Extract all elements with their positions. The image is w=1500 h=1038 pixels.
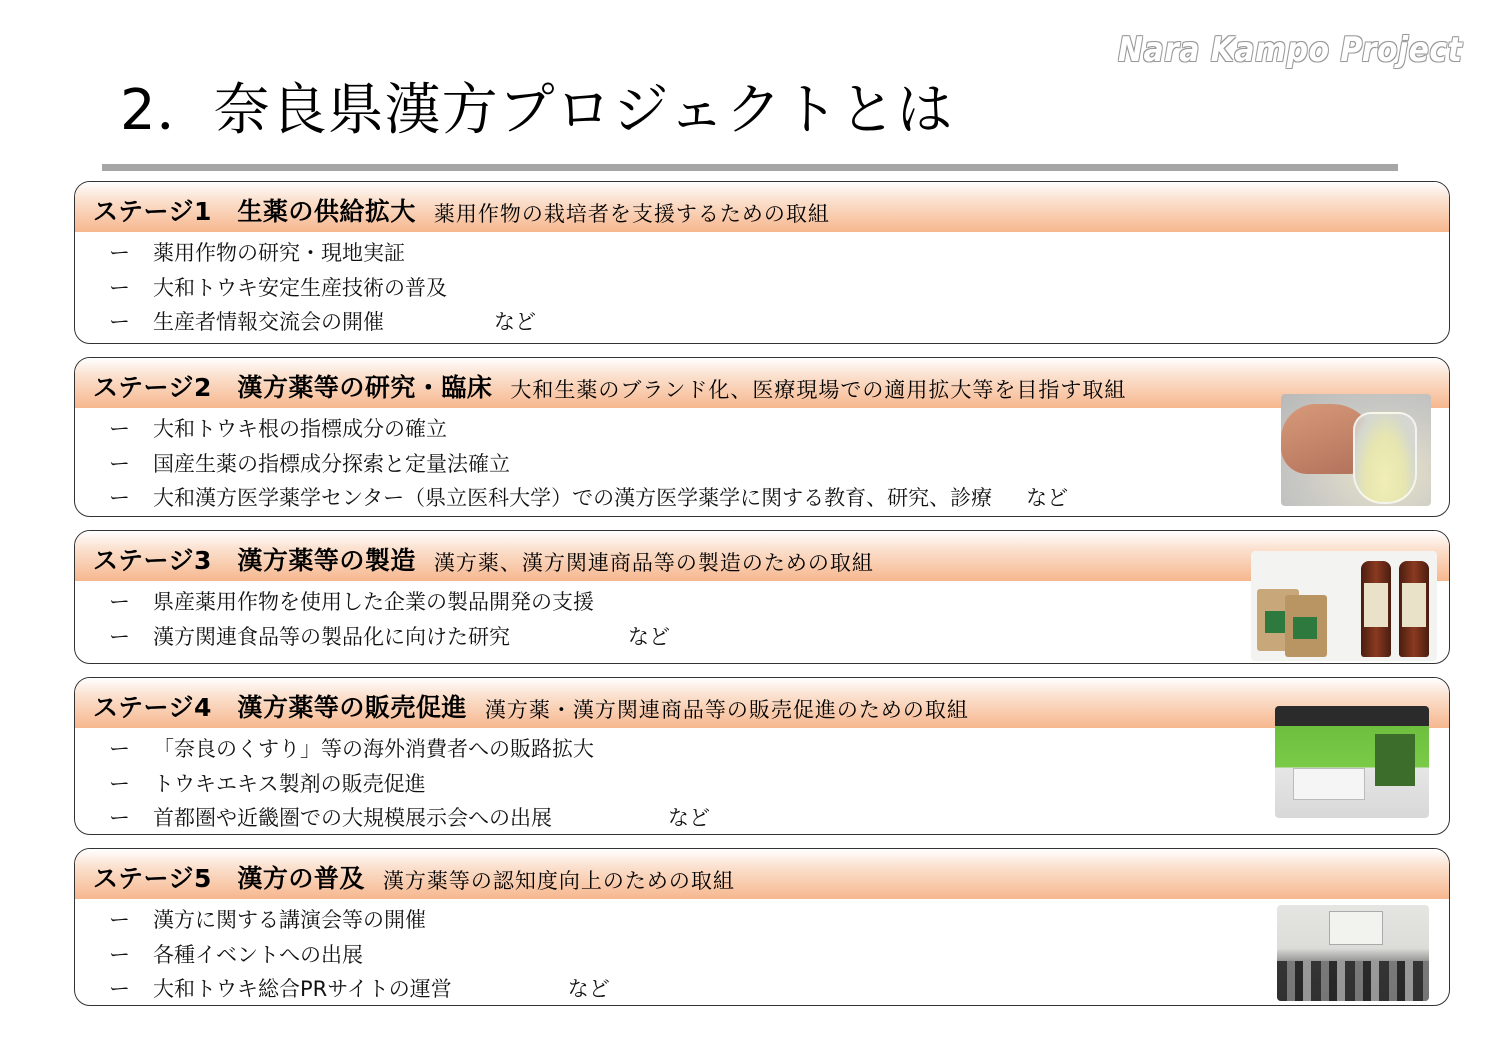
stage-3-header [75, 531, 1449, 581]
shelf-shape [1375, 734, 1415, 786]
list-item: ー 漢方に関する講演会等の開催 [109, 908, 426, 932]
bottle-shape [1361, 561, 1391, 657]
list-item: ー 各種イベントへの出展 [109, 942, 363, 967]
stage-5-box [74, 848, 1450, 1006]
stage-5-items [75, 899, 1449, 1006]
counter-shape [1293, 768, 1365, 800]
stage-2-box [74, 357, 1450, 517]
stage-4-description: 漢方薬・漢方関連商品等の販売促進のための取組 [484, 698, 969, 722]
flask-shape [1353, 412, 1417, 504]
list-item: ー 首都圏や近畿圏での大規模展示会への出展 など [109, 806, 710, 830]
stage-5-header [75, 849, 1449, 899]
etc-label: など [1026, 486, 1069, 510]
etc-label: など [567, 977, 610, 1001]
list-item: ー 薬用作物の研究・現地実証 [109, 241, 405, 265]
stage-1-description: 薬用作物の栽培者を支援するための取組 [433, 202, 830, 226]
page-title: 2．奈良県漢方プロジェクトとは [120, 78, 954, 143]
list-item: ー 国産生薬の指標成分探索と定量法確立 [109, 451, 510, 476]
list-item: ー 大和トウキ安定生産技術の普及 [109, 275, 447, 300]
products-photo [1251, 551, 1437, 661]
stage-4-title: ステージ4 漢方薬等の販売促進 [93, 693, 467, 722]
stage-2-title: ステージ2 漢方薬等の研究・臨床 [93, 373, 493, 402]
list-item: ー 大和トウキ総合PRサイトの運営 など [109, 977, 610, 1001]
exhibition-booth-photo [1275, 706, 1429, 818]
stage-5-title: ステージ5 漢方の普及 [93, 864, 365, 893]
stage-4-box [74, 677, 1450, 835]
stage-1-items [75, 232, 1449, 340]
flask-photo [1281, 394, 1431, 506]
stage-2-items [75, 408, 1449, 516]
list-item: ー 「奈良のくすり」等の海外消費者への販路拡大 [109, 737, 594, 761]
stage-3-description: 漢方薬、漢方関連商品等の製造のための取組 [433, 551, 874, 575]
stage-2-description: 大和生薬のブランド化、医療現場での適用拡大等を目指す取組 [510, 378, 1127, 402]
projector-screen-shape [1329, 911, 1383, 945]
title-divider [102, 164, 1398, 171]
list-item: ー 県産薬用作物を使用した企業の製品開発の支援 [109, 590, 594, 614]
list-item: ー 漢方関連食品等の製品化に向けた研究 など [109, 624, 670, 649]
project-label: Nara Kampo Project [1117, 30, 1462, 70]
list-item: ー 生産者情報交流会の開催 など [109, 310, 536, 334]
etc-label: など [628, 624, 670, 649]
stage-5-description: 漢方薬等の認知度向上のための取組 [382, 869, 735, 893]
etc-label: など [494, 310, 536, 334]
stage-3-box [74, 530, 1450, 664]
stage-4-header [75, 678, 1449, 728]
list-item: ー トウキエキス製剤の販売促進 [109, 771, 426, 796]
stage-1-title: ステージ1 生薬の供給拡大 [93, 197, 416, 226]
list-item: ー 大和漢方医学薬学センター（県立医科大学）での漢方医学薬学に関する教育、研究、診療 など [109, 486, 1069, 510]
bottle-shape [1399, 561, 1429, 657]
stage-3-title: ステージ3 漢方薬等の製造 [93, 546, 416, 575]
etc-label: など [668, 806, 710, 830]
list-item: ー 大和トウキ根の指標成分の確立 [109, 417, 447, 441]
audience-shape [1277, 961, 1429, 1001]
stage-1-header [75, 182, 1449, 232]
lecture-photo [1277, 905, 1429, 1001]
stage-4-items [75, 728, 1449, 835]
tea-pack-shape [1285, 595, 1327, 657]
stage-3-items [75, 581, 1449, 654]
stage-1-box [74, 181, 1450, 344]
stage-2-header [75, 358, 1449, 408]
